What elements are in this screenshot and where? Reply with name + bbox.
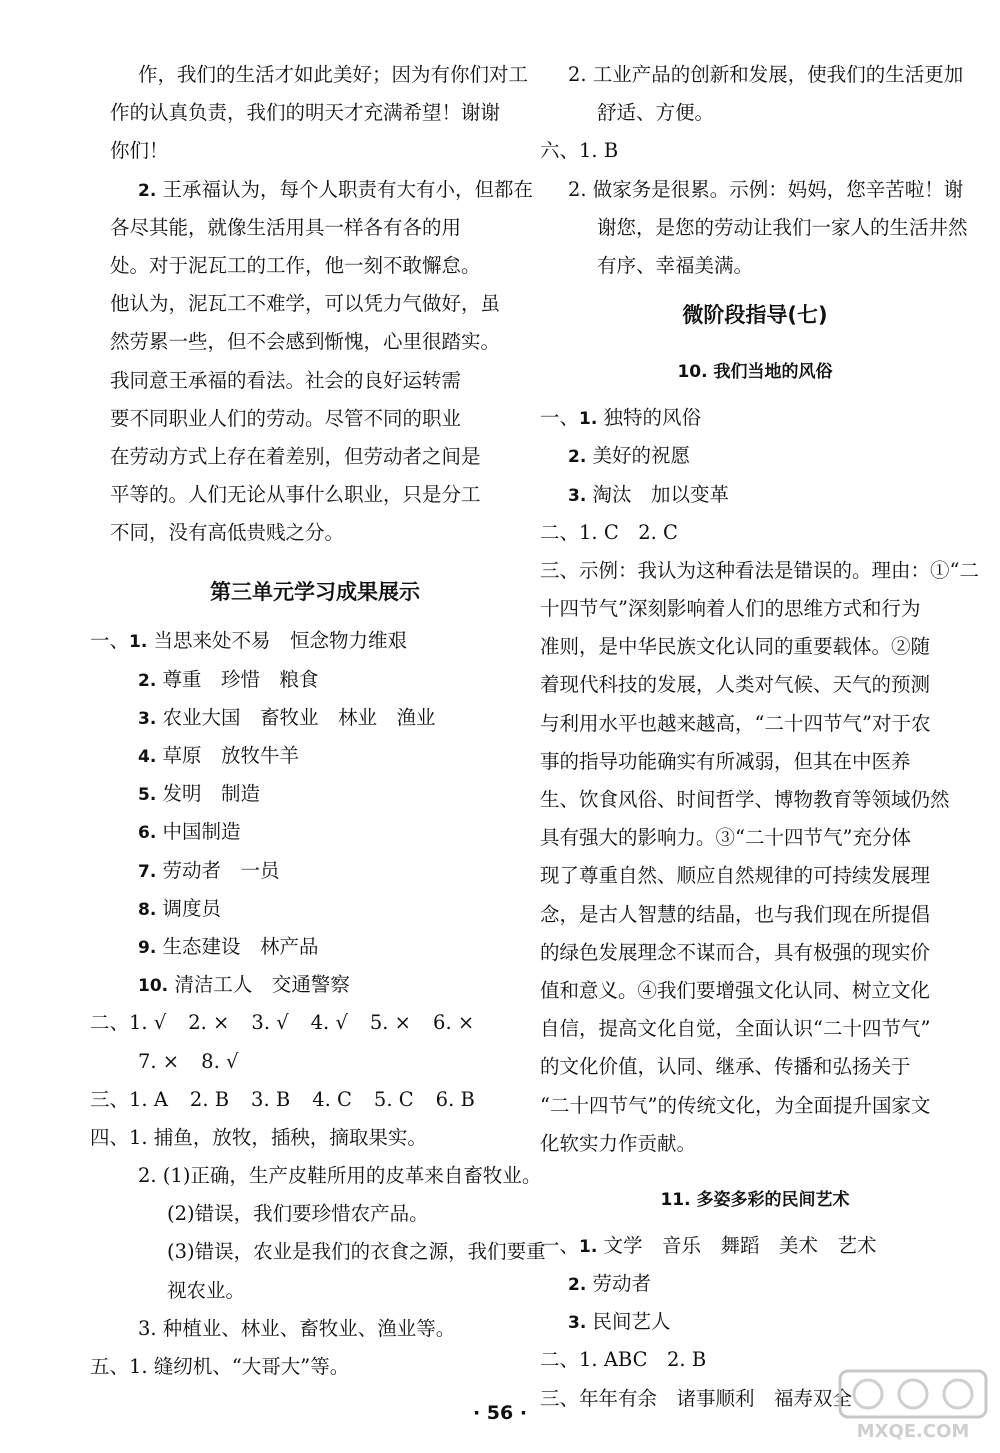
lesson11-part-one-item [540,1303,970,1341]
left-column [90,56,546,1386]
judgment-answer: 5. × [369,1011,412,1035]
paragraph-line: 有序、幸福美满。 [597,253,754,277]
question-2-first-line [110,171,534,209]
part-two-row-2 [110,1043,520,1081]
part-label: 一、 [90,629,130,653]
answer-text: 发明 制造 [162,782,261,806]
part-four-item-1 [90,1119,520,1157]
part-one-item-1 [90,622,520,660]
lesson11-part-one-item [540,1227,970,1265]
judgment-answer: 2. × [188,1011,230,1035]
choice-answer: 5. C [373,1087,414,1111]
item-number: 1. [579,409,598,430]
lesson-title: 10. 我们当地的风俗 [677,362,833,383]
paragraph-line: 准则，是中华民族文化认同的重要载体。②随 [540,635,931,659]
answer-text: 淘汰 加以变革 [592,482,730,506]
answer-text: 当思来处不易 恒念物力维艰 [153,629,408,653]
paragraph-line: 十四节气”深刻影响着人们的思维方式和行为 [540,597,921,621]
paragraph-line: 自信，提高文化自觉，全面认识“二十四节气” [540,1017,931,1041]
part-four-item-2-sub: 视农业。 [167,1278,246,1302]
item-number: 3. [568,1313,587,1334]
paragraph-line: 我同意王承福的看法。社会的良好运转需 [110,368,462,392]
item-number: 1. [579,1236,598,1257]
paragraph-line: 在劳动方式上存在着差别，但劳动者之间是 [110,444,481,468]
answer-text: 1. B [579,139,619,163]
judgment-answer: 3. √ [251,1011,289,1035]
item-number: 2. [568,1275,587,1296]
choice-answer: 1. A [129,1087,168,1111]
paragraph-line: 的绿色发展理念不谋而合，具有极强的现实价 [540,940,931,964]
part-two-row-1 [90,1004,520,1042]
item-number: 10. [138,976,169,997]
part-one-item [110,775,520,813]
paragraph-line: 作，我们的生活才如此美好；因为有你们对工 [138,63,529,86]
paragraph-line: 他认为，泥瓦工不难学，可以凭力气做好，虽 [110,292,501,316]
answer-text: 示例：我认为这种看法是错误的。理由：①“二 [579,558,979,582]
lesson10-part-one-item [540,399,970,437]
part-six-item-1 [540,132,970,170]
item-number: 4. [138,747,157,767]
part-three-row [90,1081,520,1119]
answer-text: 生态建设 林产品 [162,934,319,958]
watermark-text: MXQE.COM [856,1421,970,1441]
paragraph-line: 舒适、方便。 [597,101,715,125]
answer-text: 调度员 [162,896,222,920]
part-label: 六、 [540,139,580,163]
judgment-answer: 7. × [138,1049,180,1073]
part-one-item [110,966,520,1004]
section-title: 微阶段指导(七) [682,303,828,328]
answer-text: 1. ABC 2. B [579,1348,707,1372]
answer-text: 1. C 2. C [579,520,678,544]
part-label: 三、 [90,1087,130,1111]
paragraph-line: 现了尊重自然、顺应自然规律的可持续发展理 [540,864,931,888]
answer-text: 年年有余 诸事顺利 福寿双全 [579,1386,853,1410]
paragraph-line: 然劳累一些，但不会感到惭愧，心里很踏实。 [110,330,501,354]
paragraph-line: 念，是古人智慧的结晶，也与我们现在所提倡 [540,902,931,926]
question-number: 2. [138,180,157,201]
answer-text: 劳动者 [592,1272,652,1296]
answer-text: 草原 放牧牛羊 [162,744,300,767]
item-number: 6. [138,823,157,844]
part-label: 五、 [90,1355,130,1378]
part-label: 二、 [90,1011,130,1035]
lesson-title: 11. 多姿多彩的民间艺术 [660,1189,850,1210]
answer-text: 中国制造 [162,820,241,844]
paragraph-line: 各尽其能，就像生活用具一样各有各的用 [110,215,462,239]
part-four-item-2-sub: (3)错误，农业是我们的衣食之源，我们要重 [167,1240,546,1264]
paragraph-line: 与利用水平也越来越高，“二十四节气”对于农 [540,711,931,735]
part-one-item [110,928,520,966]
choice-answer: 2. B [189,1087,230,1111]
answer-text: 尊重 珍惜 粮食 [162,667,319,691]
part-one-item [110,813,520,851]
part-label: 二、 [540,1348,580,1372]
lesson10-part-two [540,514,970,552]
lesson11-part-one-item [540,1265,970,1303]
part-label: 一、 [540,1233,580,1257]
part-one-item [110,699,520,737]
answer-text: 民间艺人 [592,1310,671,1334]
part-four-item-2: 2. (1)正确，生产皮鞋所用的皮革来自畜牧业。 [138,1164,542,1188]
paragraph-line: 生、饮食风俗、时间哲学、博物教育等领域仍然 [540,788,950,811]
paragraph-line: 的文化价值，认同、继承、传播和弘扬关于 [540,1055,911,1079]
choice-answer: 4. C [312,1087,352,1111]
watermark-logo [838,1369,988,1441]
item-number: 1. [129,632,148,653]
paragraph-line: 要不同职业人们的劳动。尽管不同的职业 [110,406,462,430]
paragraph-line: 不同，没有高低贵贱之分。 [110,521,345,545]
part-one-item [110,890,520,928]
item-number: 8. [138,899,157,920]
part-four-item-2-sub: (2)错误，我们要珍惜农产品。 [167,1202,429,1226]
answer-text: 独特的风俗 [603,406,702,430]
paragraph-line: 作的认真负责，我们的明天才充满希望！谢谢 [110,101,501,125]
part-five-item-2: 2. 工业产品的创新和发展，使我们的生活更加 [568,63,964,86]
judgment-answer: 6. × [433,1011,475,1035]
item-number: 3. [138,708,157,729]
part-five-item-1 [90,1348,520,1386]
item-number: 7. [138,861,157,882]
section-title: 第三单元学习成果展示 [210,580,420,605]
right-column [540,56,979,1418]
lesson10-part-three-first [540,552,979,590]
paragraph-line: 化软实力作贡献。 [540,1131,697,1155]
item-number: 5. [138,785,157,806]
paragraph-line: 值和意义。④我们要增强文化认同、树立文化 [540,978,931,1002]
answer-text: 劳动者 一员 [162,858,280,882]
choice-answer: 3. B [251,1087,291,1111]
part-one-item [110,661,520,699]
item-number: 2. [568,447,587,468]
lesson10-part-one-item [540,437,970,475]
paragraph-line: 事的指导功能确实有所减弱，但其在中医养 [540,749,911,773]
page-number: · 56 · [472,1402,528,1424]
lesson10-part-one-item [540,476,970,514]
part-label: 一、 [540,406,580,430]
judgment-answer: 4. √ [310,1011,348,1035]
paragraph-line: 着现代科技的发展，人类对气候、天气的预测 [540,673,931,697]
judgment-answer: 8. √ [201,1049,239,1073]
paragraph-line: “二十四节气”的传统文化，为全面提升国家文 [540,1093,931,1117]
choice-answer: 6. B [435,1087,475,1111]
paragraph-line: 具有强大的影响力。③“二十四节气”充分体 [540,826,911,850]
answer-text: 文学 音乐 舞蹈 美术 艺术 [603,1233,877,1257]
part-label: 三、 [540,558,580,582]
part-label: 二、 [540,520,580,544]
answer-text: 美好的祝愿 [592,444,691,468]
paragraph-line: 谢您，是您的劳动让我们一家人的生活井然 [597,215,968,239]
answer-text: 1. 捕鱼，放牧，插秧，摘取果实。 [129,1125,427,1149]
paragraph-line: 你们！ [110,139,169,163]
item-number: 9. [138,937,157,958]
judgment-answer: 1. √ [129,1011,167,1035]
part-six-item-2: 2. 做家务是很累。示例：妈妈，您辛苦啦！谢 [568,177,964,201]
answer-text: 1. 缝纫机、“大哥大”等。 [129,1355,350,1378]
paragraph-line: 平等的。人们无论从事什么职业，只是分工 [110,483,481,507]
part-four-item-3: 3. 种植业、林业、畜牧业、渔业等。 [138,1316,456,1340]
item-number: 3. [568,485,587,506]
item-number: 2. [138,670,157,691]
part-label: 三、 [540,1386,580,1410]
answer-text: 农业大国 畜牧业 林业 渔业 [162,705,436,729]
answer-text: 王承福认为，每个人职责有大有小，但都在 [162,177,534,201]
paragraph-line: 处。对于泥瓦工的工作，他一刻不敢懈怠。 [110,253,481,277]
answer-text: 清洁工人 交通警察 [174,973,350,997]
part-one-item [110,852,520,890]
part-one-item [110,737,520,775]
part-label: 四、 [90,1125,130,1149]
